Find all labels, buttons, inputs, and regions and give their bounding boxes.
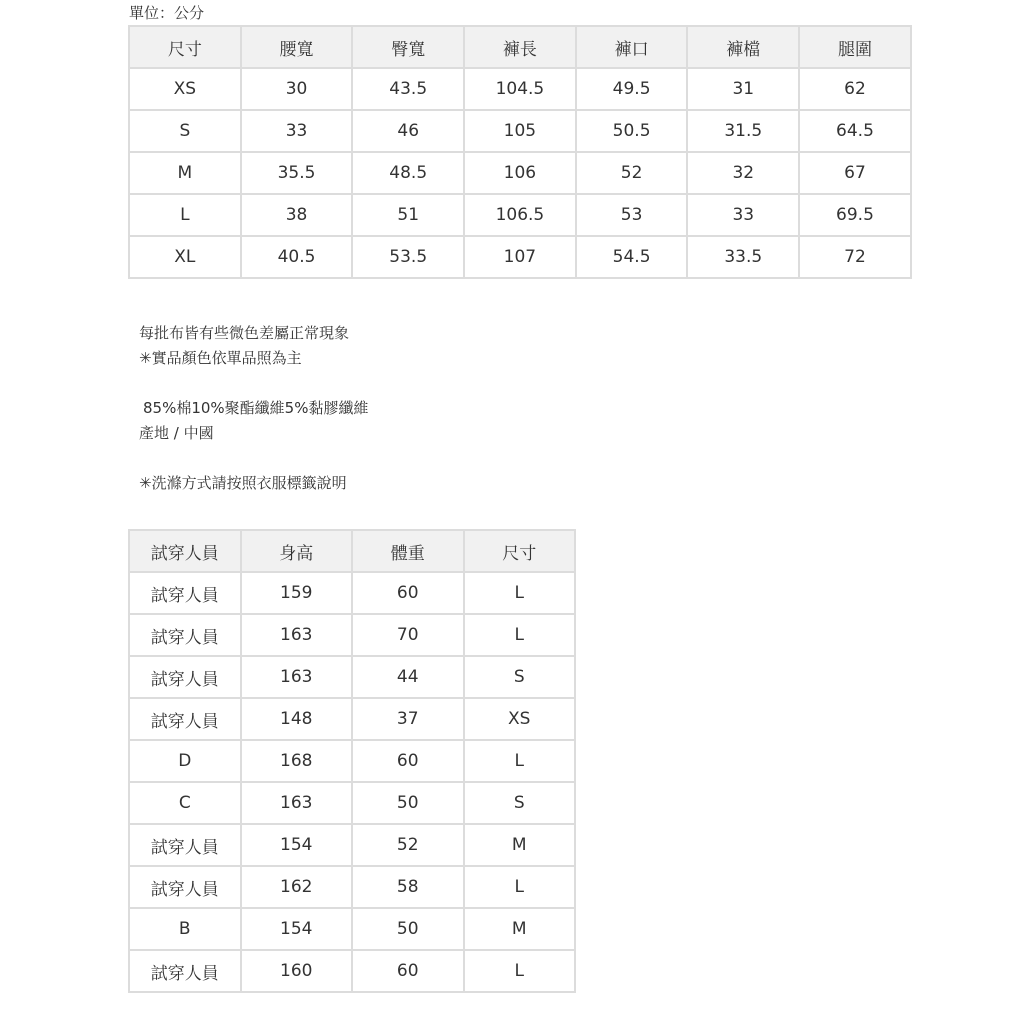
table-cell: M: [129, 152, 241, 194]
table-cell: C: [129, 782, 241, 824]
color-reference-note: ✳︎實品顏色依單品照為主: [139, 349, 302, 367]
table-cell: 154: [241, 824, 353, 866]
table-cell: 38: [241, 194, 353, 236]
table-cell: XL: [129, 236, 241, 278]
column-header: 褲口: [576, 26, 688, 68]
column-header: 試穿人員: [129, 530, 241, 572]
table-cell: S: [464, 782, 576, 824]
table-cell: 58: [352, 866, 464, 908]
table-cell: L: [464, 572, 576, 614]
table-cell: 72: [799, 236, 911, 278]
table-cell: 48.5: [352, 152, 464, 194]
table-cell: 33: [241, 110, 353, 152]
table-cell: 40.5: [241, 236, 353, 278]
table-cell: L: [464, 614, 576, 656]
material-composition: 85%棉10%聚酯纖維5%黏膠纖維: [143, 399, 369, 417]
column-header: 臀寬: [352, 26, 464, 68]
washing-note: ✳︎洗滌方式請按照衣服標籤說明: [139, 474, 347, 492]
table-cell: 60: [352, 950, 464, 992]
column-header: 腿圍: [799, 26, 911, 68]
table-cell: 33.5: [687, 236, 799, 278]
table-cell: 31.5: [687, 110, 799, 152]
table-row: [129, 110, 911, 152]
table-cell: 37: [352, 698, 464, 740]
table-cell: 33: [687, 194, 799, 236]
table-cell: 43.5: [352, 68, 464, 110]
table-row: [129, 614, 575, 656]
table-row: [129, 866, 575, 908]
table-cell: D: [129, 740, 241, 782]
table-cell: XS: [464, 698, 576, 740]
table-cell: 50: [352, 782, 464, 824]
table-cell: M: [464, 908, 576, 950]
table-cell: 30: [241, 68, 353, 110]
table-cell: 163: [241, 782, 353, 824]
table-cell: L: [464, 866, 576, 908]
size-chart-header-row: [129, 26, 911, 68]
table-cell: 154: [241, 908, 353, 950]
table-cell: 52: [576, 152, 688, 194]
table-cell: 46: [352, 110, 464, 152]
table-cell: 50: [352, 908, 464, 950]
table-cell: 60: [352, 572, 464, 614]
table-cell: 105: [464, 110, 576, 152]
table-cell: S: [129, 110, 241, 152]
table-cell: 148: [241, 698, 353, 740]
table-cell: 44: [352, 656, 464, 698]
column-header: 褲長: [464, 26, 576, 68]
table-cell: 69.5: [799, 194, 911, 236]
table-cell: 54.5: [576, 236, 688, 278]
table-cell: 168: [241, 740, 353, 782]
table-cell: 64.5: [799, 110, 911, 152]
table-row: [129, 698, 575, 740]
table-cell: M: [464, 824, 576, 866]
table-cell: 31: [687, 68, 799, 110]
table-cell: 107: [464, 236, 576, 278]
table-cell: 67: [799, 152, 911, 194]
fitting-model-table: [128, 529, 576, 993]
table-cell: 51: [352, 194, 464, 236]
table-cell: S: [464, 656, 576, 698]
table-cell: 163: [241, 656, 353, 698]
table-row: [129, 782, 575, 824]
table-cell: 106.5: [464, 194, 576, 236]
column-header: 尺寸: [129, 26, 241, 68]
size-chart-table: [128, 25, 912, 279]
table-row: [129, 152, 911, 194]
table-cell: XS: [129, 68, 241, 110]
column-header: 褲檔: [687, 26, 799, 68]
table-cell: 35.5: [241, 152, 353, 194]
table-cell: 162: [241, 866, 353, 908]
table-row: [129, 908, 575, 950]
color-variance-note: 每批布皆有些微色差屬正常現象: [139, 324, 350, 342]
column-header: 尺寸: [464, 530, 576, 572]
table-cell: 104.5: [464, 68, 576, 110]
table-cell: 試穿人員: [129, 614, 241, 656]
table-row: [129, 194, 911, 236]
table-cell: L: [464, 950, 576, 992]
table-cell: 試穿人員: [129, 866, 241, 908]
table-cell: 53: [576, 194, 688, 236]
table-row: [129, 68, 911, 110]
table-cell: 159: [241, 572, 353, 614]
table-cell: 49.5: [576, 68, 688, 110]
table-cell: 試穿人員: [129, 656, 241, 698]
table-cell: 53.5: [352, 236, 464, 278]
table-row: [129, 824, 575, 866]
table-cell: 106: [464, 152, 576, 194]
table-cell: 160: [241, 950, 353, 992]
table-cell: L: [129, 194, 241, 236]
table-row: [129, 740, 575, 782]
column-header: 體重: [352, 530, 464, 572]
fitting-header-row: [129, 530, 575, 572]
table-cell: 試穿人員: [129, 572, 241, 614]
column-header: 腰寬: [241, 26, 353, 68]
table-cell: 32: [687, 152, 799, 194]
table-row: [129, 656, 575, 698]
table-cell: 163: [241, 614, 353, 656]
table-cell: 試穿人員: [129, 950, 241, 992]
table-cell: 50.5: [576, 110, 688, 152]
unit-label: 單位：公分: [129, 4, 205, 22]
origin-note: 產地 / 中國: [139, 424, 214, 442]
table-row: [129, 236, 911, 278]
table-cell: 試穿人員: [129, 698, 241, 740]
table-cell: L: [464, 740, 576, 782]
table-cell: 試穿人員: [129, 824, 241, 866]
table-cell: B: [129, 908, 241, 950]
table-cell: 60: [352, 740, 464, 782]
table-cell: 52: [352, 824, 464, 866]
table-cell: 62: [799, 68, 911, 110]
column-header: 身高: [241, 530, 353, 572]
table-row: [129, 950, 575, 992]
table-cell: 70: [352, 614, 464, 656]
table-row: [129, 572, 575, 614]
